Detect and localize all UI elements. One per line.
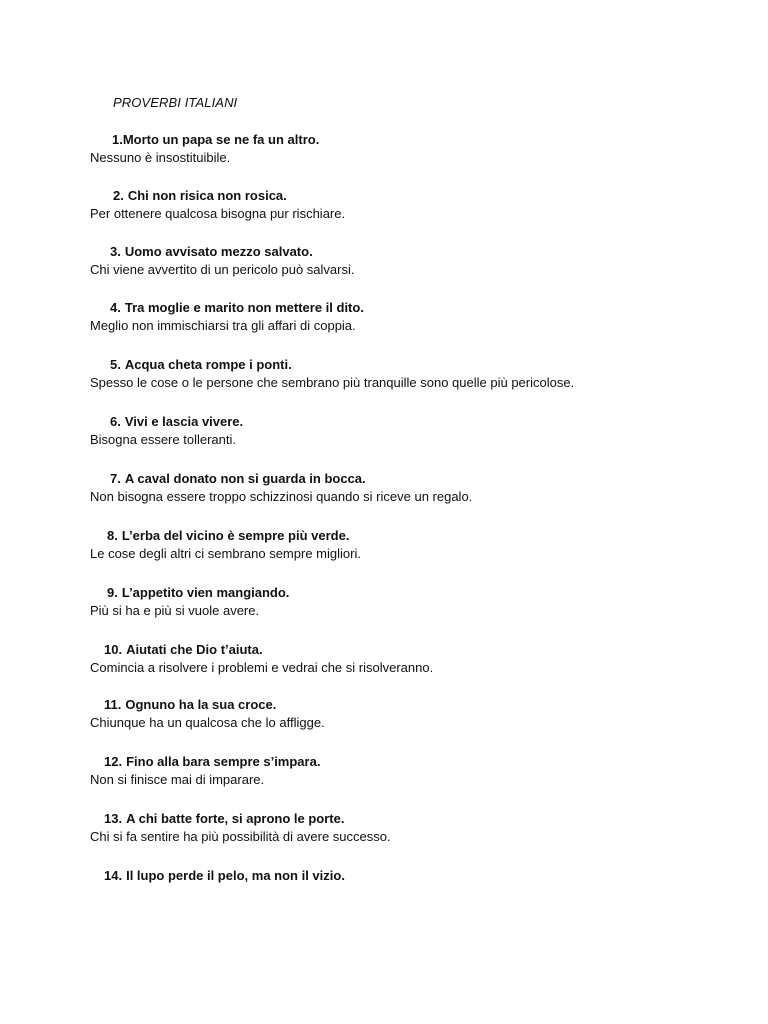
proverb-title xyxy=(104,754,320,770)
proverb-text: Acqua cheta rompe i ponti. xyxy=(124,357,292,372)
proverb-number: 6. xyxy=(110,414,121,429)
proverb-title xyxy=(104,642,263,658)
proverb-title xyxy=(112,132,319,148)
proverb-number: 5. xyxy=(110,357,121,372)
proverb-number: 3. xyxy=(110,244,121,259)
proverb-text: A caval donato non si guarda in bocca. xyxy=(124,471,366,486)
proverb-text: Aiutati che Dio t’aiuta. xyxy=(126,642,263,657)
proverb-number: 1. xyxy=(112,132,123,147)
proverb-title xyxy=(113,188,287,204)
proverb-meaning: Spesso le cose o le persone che sembrano più tranquille sono quelle più pericolose. xyxy=(90,375,575,390)
proverb-number: 14. xyxy=(104,868,123,883)
proverb-meaning: Le cose degli altri ci sembrano sempre migliori. xyxy=(90,546,361,561)
proverb-meaning: Chi viene avvertito di un pericolo può salvarsi. xyxy=(90,262,355,277)
proverb-text: A chi batte forte, si aprono le porte. xyxy=(126,811,345,826)
proverb-title xyxy=(110,300,364,316)
proverb-number: 12. xyxy=(104,754,123,769)
proverb-text: Uomo avvisato mezzo salvato. xyxy=(124,244,313,259)
proverb-text: Fino alla bara sempre s’impara. xyxy=(126,754,321,769)
proverb-title xyxy=(110,414,243,430)
proverb-title xyxy=(107,528,349,544)
proverb-text: Tra moglie e marito non mettere il dito. xyxy=(124,300,364,315)
proverb-number: 8. xyxy=(107,528,118,543)
proverb-number: 4. xyxy=(110,300,121,315)
proverb-title xyxy=(104,811,344,827)
proverb-meaning: Chiunque ha un qualcosa che lo affligge. xyxy=(90,715,325,730)
proverb-meaning: Bisogna essere tolleranti. xyxy=(90,432,236,447)
proverb-title xyxy=(104,868,345,884)
proverb-meaning: Comincia a risolvere i problemi e vedrai che si risolveranno. xyxy=(90,660,434,675)
proverb-number: 9. xyxy=(107,585,118,600)
proverb-text: Chi non risica non rosica. xyxy=(127,188,287,203)
proverb-number: 2. xyxy=(113,188,124,203)
proverb-meaning: Più si ha e più si vuole avere. xyxy=(90,603,260,618)
proverb-title xyxy=(110,471,366,487)
proverb-title xyxy=(110,244,313,260)
proverb-meaning: Chi si fa sentire ha più possibilità di avere successo. xyxy=(90,829,391,844)
proverb-text: Il lupo perde il pelo, ma non il vizio. xyxy=(126,868,345,883)
document-title: PROVERBI ITALIANI xyxy=(113,95,238,110)
proverb-title xyxy=(110,357,292,373)
proverb-number: 13. xyxy=(104,811,123,826)
proverb-meaning: Non si finisce mai di imparare. xyxy=(90,772,265,787)
proverb-meaning: Per ottenere qualcosa bisogna pur rischiare. xyxy=(90,206,346,221)
proverb-text: L’erba del vicino è sempre più verde. xyxy=(121,528,350,543)
proverb-number: 7. xyxy=(110,471,121,486)
proverb-text: Ognuno ha la sua croce. xyxy=(125,697,277,712)
proverb-text: Morto un papa se ne fa un altro. xyxy=(122,132,320,147)
proverb-meaning: Meglio non immischiarsi tra gli affari di coppia. xyxy=(90,318,356,333)
proverb-number: 10. xyxy=(104,642,123,657)
proverb-text: Vivi e lascia vivere. xyxy=(124,414,244,429)
proverb-meaning: Non bisogna essere troppo schizzinosi quando si riceve un regalo. xyxy=(90,489,473,504)
proverb-number: 11. xyxy=(104,697,122,712)
proverb-title xyxy=(107,585,289,601)
proverb-meaning: Nessuno è insostituibile. xyxy=(90,150,231,165)
proverb-title xyxy=(104,697,276,713)
proverb-text: L’appetito vien mangiando. xyxy=(121,585,290,600)
